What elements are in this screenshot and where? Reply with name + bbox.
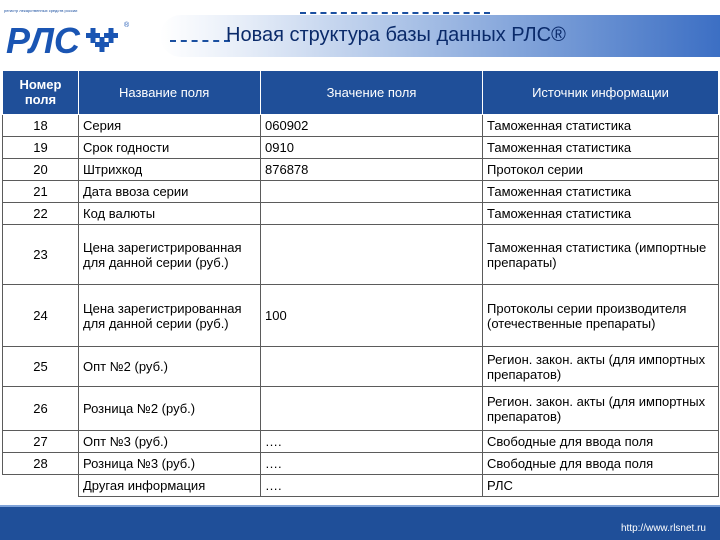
footer-bar <box>0 505 720 540</box>
cell-name: Штрихкод <box>79 159 261 181</box>
cell-num: 19 <box>3 137 79 159</box>
table-row <box>3 203 719 225</box>
three-crosses-icon <box>82 22 126 56</box>
header-name: Название поля <box>79 71 261 115</box>
title-decoration <box>170 40 230 42</box>
title-decoration <box>300 12 490 14</box>
cell-name: Другая информация <box>79 475 261 497</box>
cell-name: Срок годности <box>79 137 261 159</box>
cell-value: 0910 <box>261 137 483 159</box>
table-header-row <box>3 71 719 115</box>
cell-value <box>261 181 483 203</box>
cell-source: Регион. закон. акты (для импортных препаратов) <box>483 387 719 431</box>
cell-source: РЛС <box>483 475 719 497</box>
cell-value <box>261 225 483 285</box>
header-num: Номер поля <box>3 71 79 115</box>
cell-source: Протокол серии <box>483 159 719 181</box>
cell-num: 20 <box>3 159 79 181</box>
cell-value <box>261 347 483 387</box>
cell-value: 100 <box>261 285 483 347</box>
cell-num: 21 <box>3 181 79 203</box>
table-row <box>3 453 719 475</box>
cell-name: Код валюты <box>79 203 261 225</box>
cell-source: Свободные для ввода поля <box>483 431 719 453</box>
page-title: Новая структура базы данных РЛС® <box>226 24 566 46</box>
cell-source: Регион. закон. акты (для импортных препаратов) <box>483 347 719 387</box>
cell-name: Цена зарегистрированная для данной серии (руб.) <box>79 285 261 347</box>
cell-value: 876878 <box>261 159 483 181</box>
table-row <box>3 431 719 453</box>
logo-tagline: регистр лекарственных средств россии <box>4 8 78 13</box>
table-row <box>3 159 719 181</box>
cell-source: Таможенная статистика <box>483 203 719 225</box>
rls-logo <box>4 8 154 61</box>
logo-registered-mark: ® <box>124 22 130 29</box>
header-source: Источник информации <box>483 71 719 115</box>
cell-name: Розница №2 (руб.) <box>79 387 261 431</box>
cell-source: Таможенная статистика <box>483 181 719 203</box>
table-row <box>3 347 719 387</box>
table-row <box>3 137 719 159</box>
cell-name: Розница №3 (руб.) <box>79 453 261 475</box>
cell-name: Дата ввоза серии <box>79 181 261 203</box>
cell-num: 27 <box>3 431 79 453</box>
cell-name: Опт №3 (руб.) <box>79 431 261 453</box>
cell-value: 060902 <box>261 115 483 137</box>
table-row <box>3 475 719 497</box>
cell-source: Таможенная статистика <box>483 115 719 137</box>
cell-num: 26 <box>3 387 79 431</box>
table-row <box>3 115 719 137</box>
cell-num: 28 <box>3 453 79 475</box>
cell-name: Цена зарегистрированная для данной серии (руб.) <box>79 225 261 285</box>
cell-value <box>261 203 483 225</box>
table-row <box>3 181 719 203</box>
cell-value <box>261 387 483 431</box>
cell-num: 18 <box>3 115 79 137</box>
table-row <box>3 225 719 285</box>
cell-value: …. <box>261 431 483 453</box>
header-value: Значение поля <box>261 71 483 115</box>
cell-source: Свободные для ввода поля <box>483 453 719 475</box>
logo-text: РЛС <box>6 20 80 61</box>
cell-num: 22 <box>3 203 79 225</box>
cell-num <box>3 475 79 497</box>
cell-source: Протоколы серии производителя (отечественные препараты) <box>483 285 719 347</box>
footer-url: http://www.rlsnet.ru <box>620 523 706 534</box>
cell-source: Таможенная статистика <box>483 137 719 159</box>
cell-name: Серия <box>79 115 261 137</box>
cell-num: 24 <box>3 285 79 347</box>
fields-table <box>2 70 719 497</box>
cell-num: 23 <box>3 225 79 285</box>
cell-value: …. <box>261 453 483 475</box>
cell-num: 25 <box>3 347 79 387</box>
table-body <box>3 115 719 497</box>
table-row <box>3 285 719 347</box>
cell-value: …. <box>261 475 483 497</box>
cell-name: Опт №2 (руб.) <box>79 347 261 387</box>
table-row <box>3 387 719 431</box>
cell-source: Таможенная статистика (импортные препараты) <box>483 225 719 285</box>
